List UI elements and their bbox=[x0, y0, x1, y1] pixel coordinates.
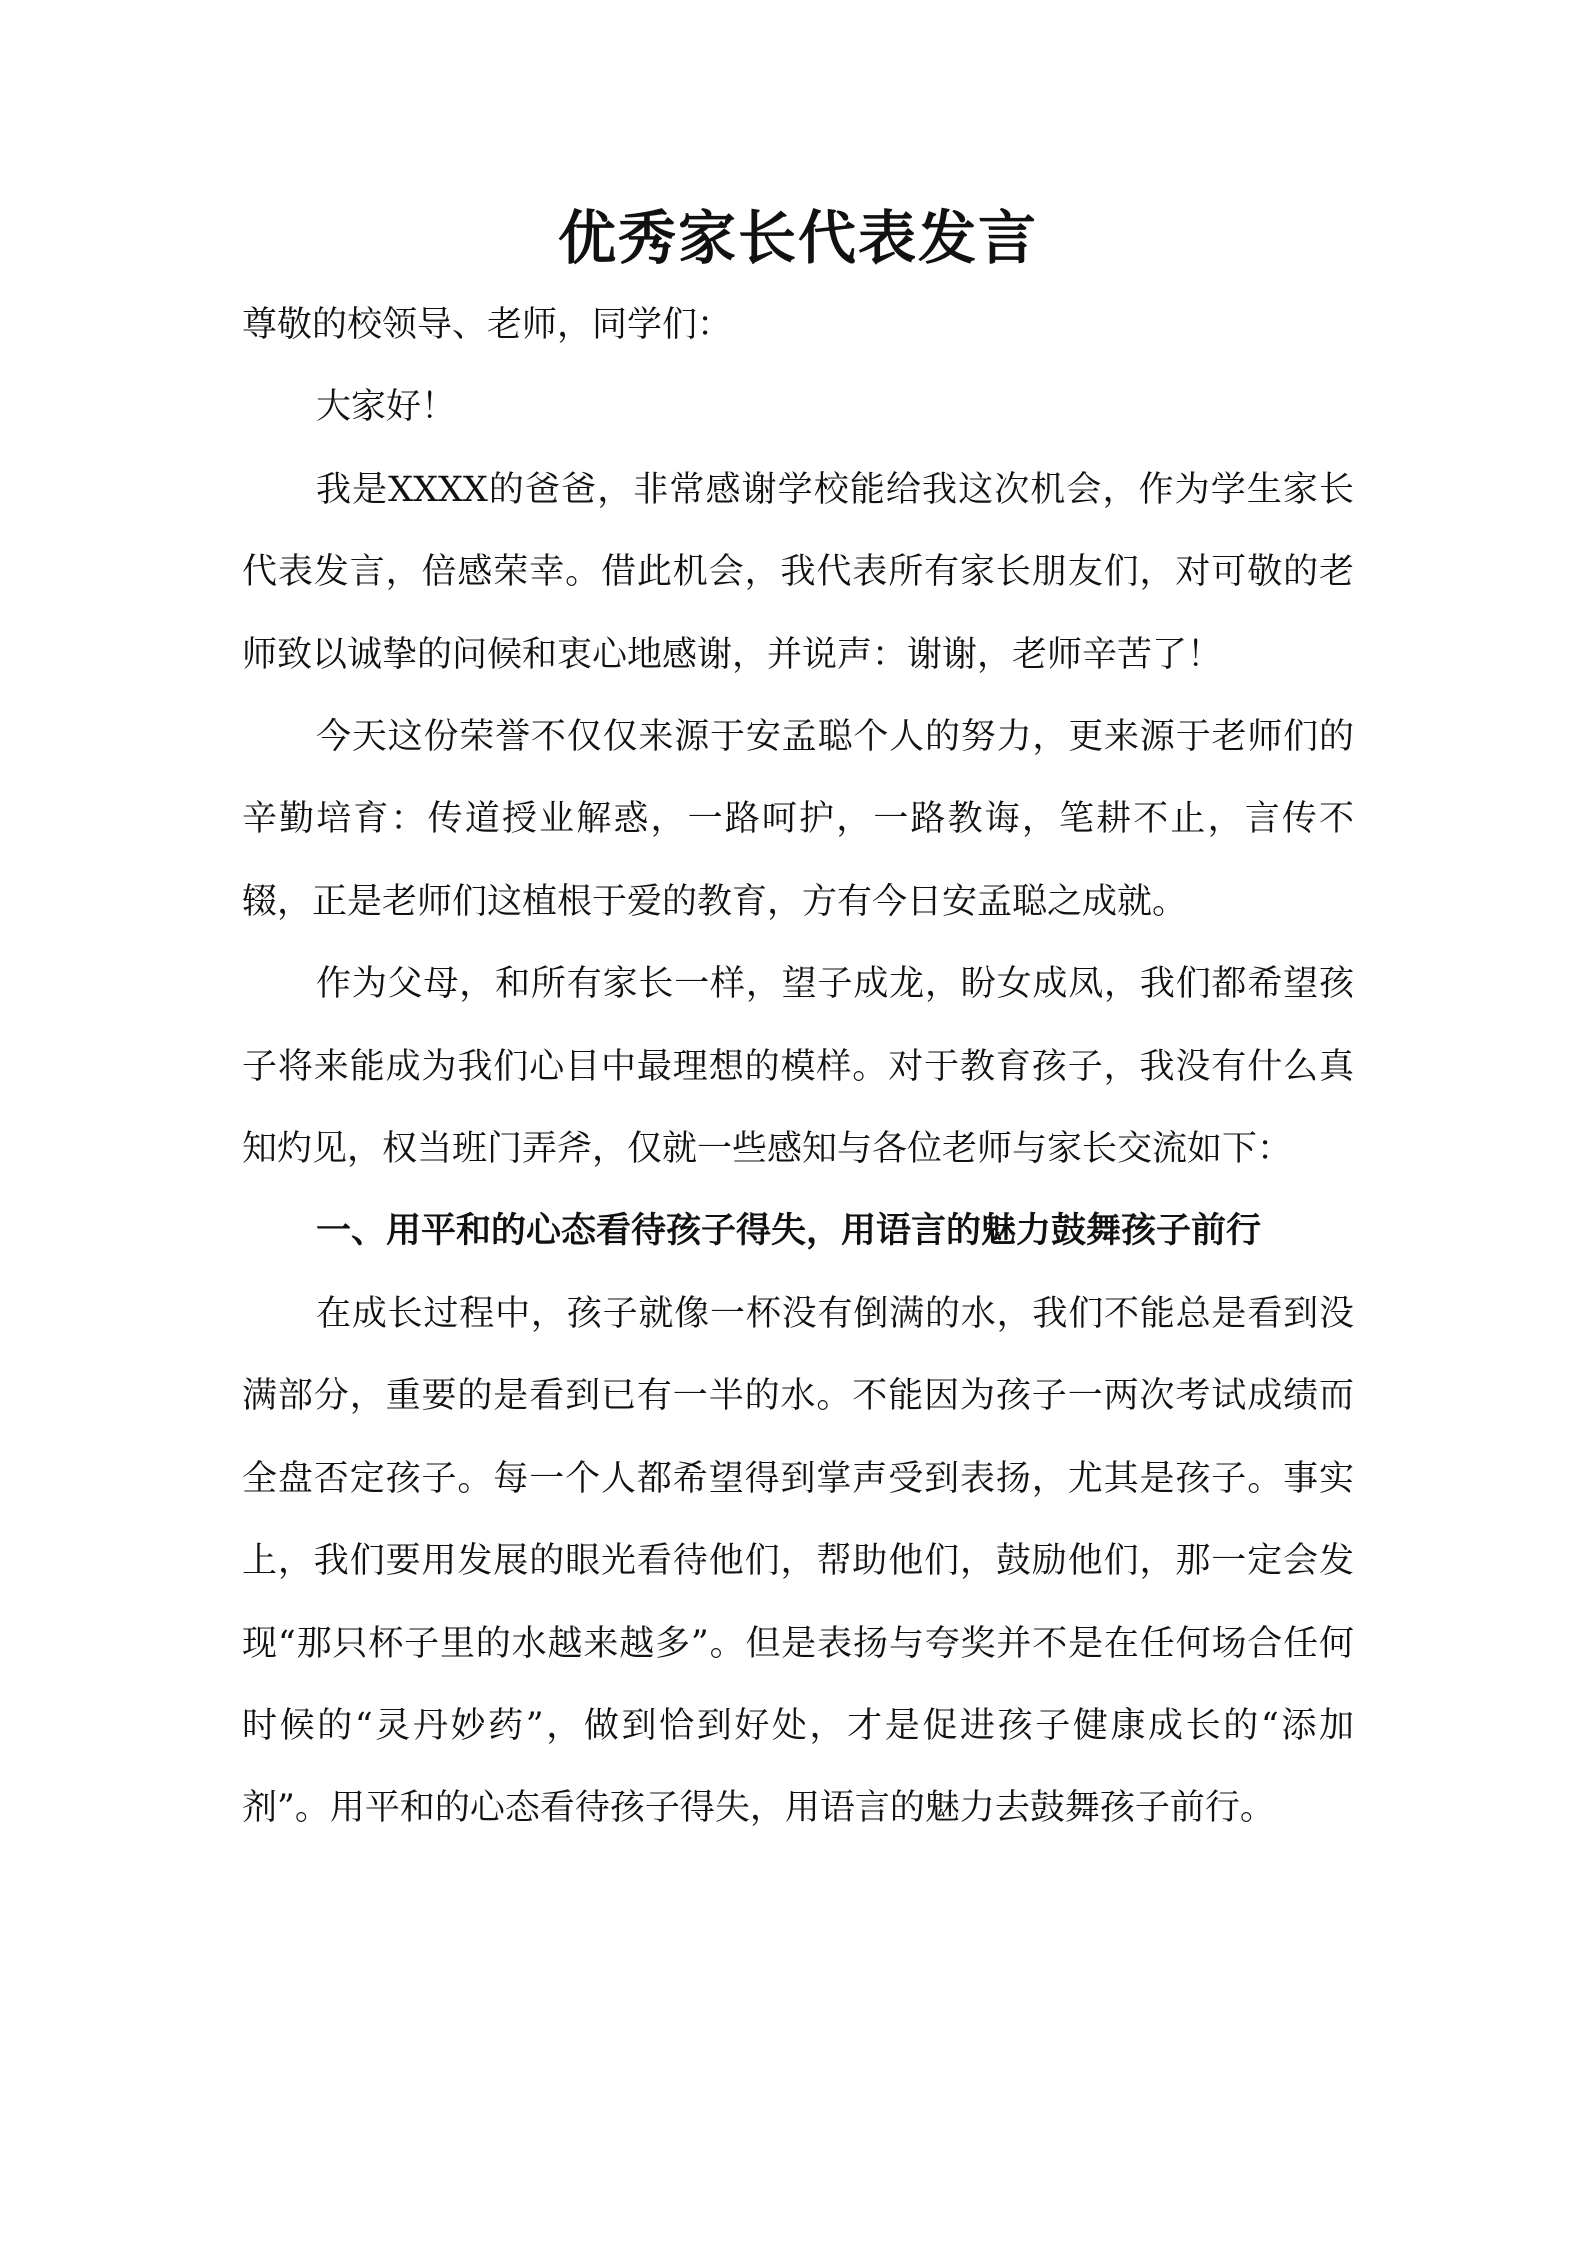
introduction-paragraph: 我是XXXX的爸爸，非常感谢学校能给我这次机会，作为学生家长代表发言，倍感荣幸。借此机会，我代表所有家长朋友们，对可敬的老师致以诚挚的问候和衷心地感谢，并说声：谢谢，老师辛苦了！ bbox=[242, 469, 1354, 675]
section-heading: 一、用平和的心态看待孩子得失，用语言的魅力鼓舞孩子前行 bbox=[316, 1210, 1262, 1252]
document-body bbox=[242, 196, 1354, 1850]
parenting-intro-paragraph: 作为父母，和所有家长一样，望子成龙，盼女成凤，我们都希望孩子将来能成为我们心目中最理想的模样。对于教育孩子，我没有什么真知灼见，权当班门弄斧，仅就一些感知与各位老师与家长交流如下： bbox=[242, 964, 1354, 1170]
document-title: 优秀家长代表发言 bbox=[557, 204, 1038, 272]
salutation: 尊敬的校领导、老师，同学们： bbox=[242, 305, 733, 345]
greeting-paragraph: 大家好！ bbox=[316, 387, 457, 428]
gratitude-paragraph: 今天这份荣誉不仅仅来源于安孟聪个人的努力，更来源于老师们的辛勤培育：传道授业解惑，一路呵护，一路教诲，笔耕不止，言传不辍，正是老师们这植根于爱的教育，方有今日安孟聪之成就。 bbox=[242, 717, 1354, 922]
section-paragraph: 在成长过程中，孩子就像一杯没有倒满的水，我们不能总是看到没满部分，重要的是看到已有一半的水。不能因为孩子一两次考试成绩而全盘否定孩子。每一个人都希望得到掌声受到表扬，尤其是孩子。事实上，我们要用发展的眼光看待他们，帮助他们，鼓励他们，那一定会发现“那只杯子里的水越来越多”。但是表扬与夸奖并不是在任何场合任何时候的“灵丹妙药”，做到恰到好处，才是促进孩子健康成长的“添加剂”。用平和的心态看待孩子得失，用语言的魅力去鼓舞孩子前行。 bbox=[242, 1293, 1354, 1829]
